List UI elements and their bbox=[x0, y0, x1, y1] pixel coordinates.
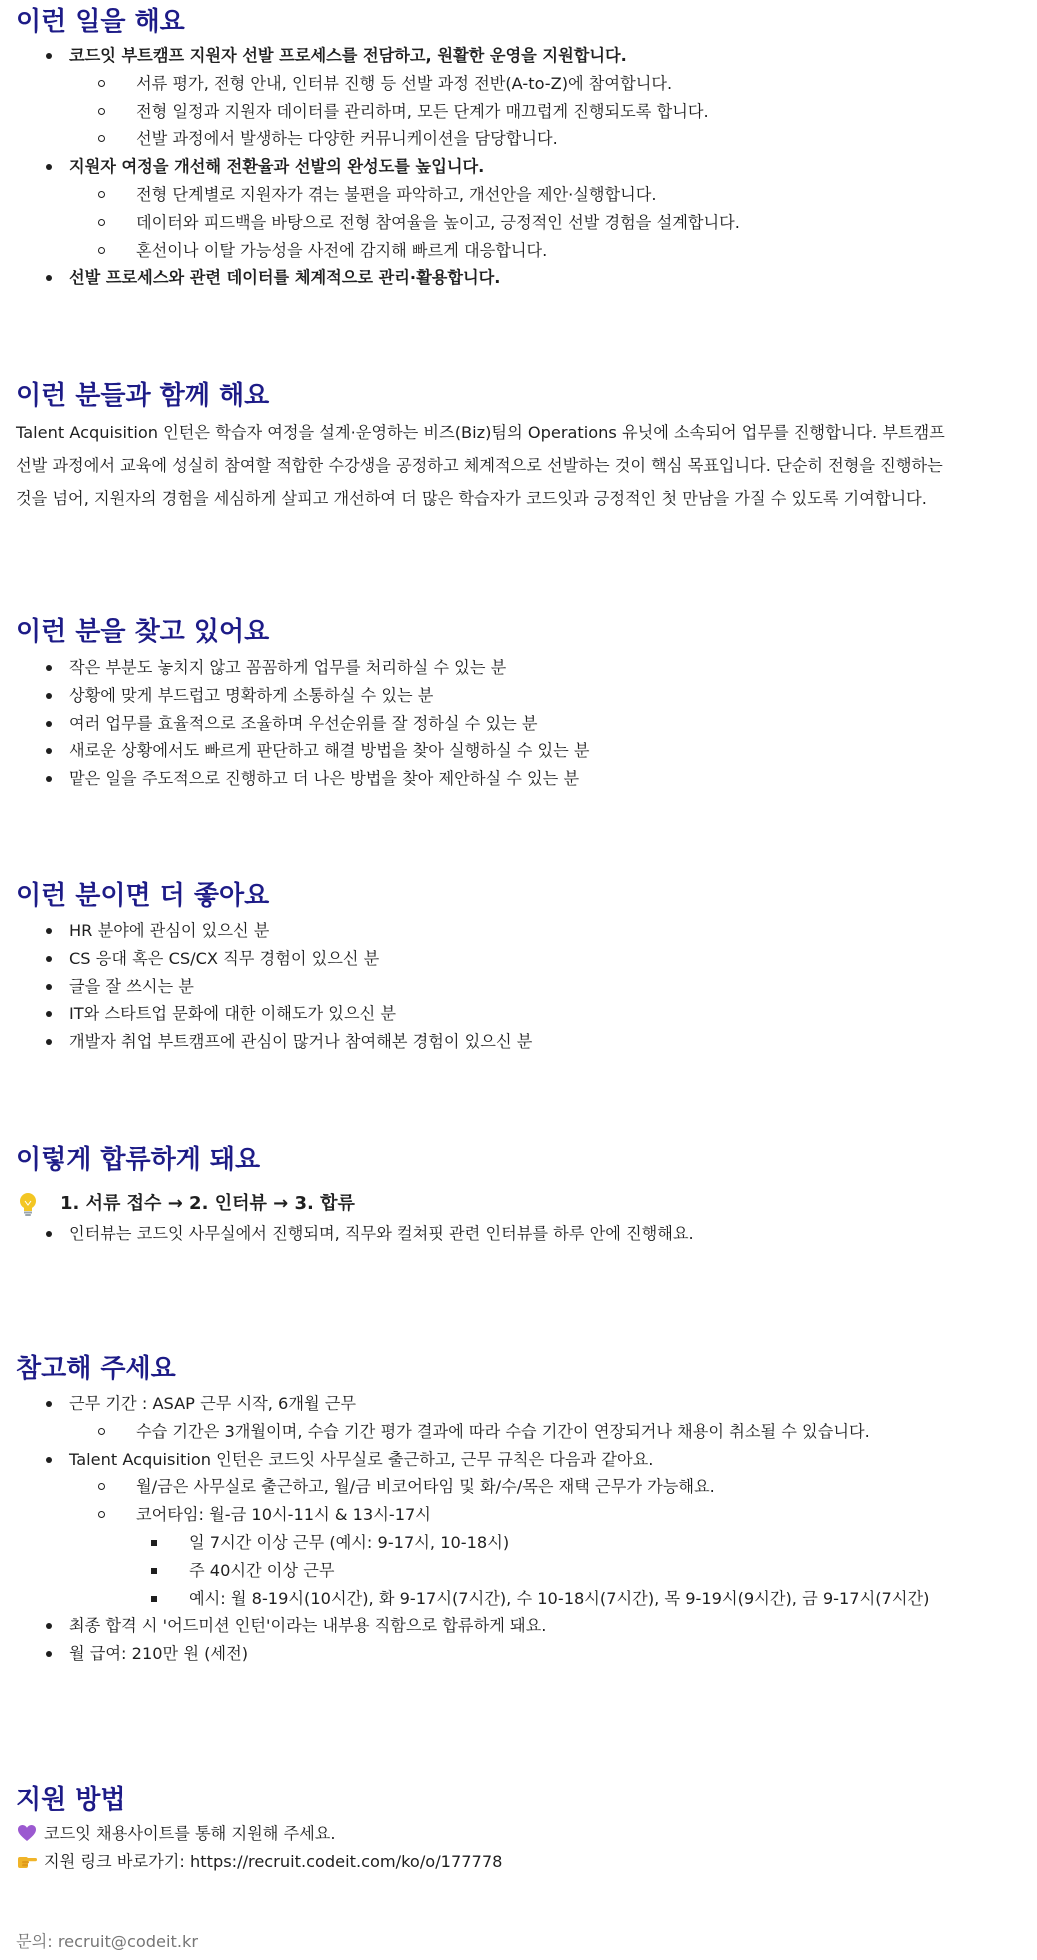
list-item: 여러 업무를 효율적으로 조율하며 우선순위를 잘 정하실 수 있는 분 bbox=[16, 710, 1021, 738]
list-item: 데이터와 피드백을 바탕으로 전형 참여율을 높이고, 긍정적인 선발 경험을 설계합니다. bbox=[16, 209, 1021, 237]
list-item: 서류 평가, 전형 안내, 인터뷰 진행 등 선발 과정 전반(A-to-Z)에 참여합니다. bbox=[16, 70, 1021, 98]
process-block bbox=[16, 1188, 1021, 1248]
list-item: 선발 프로세스와 관련 데이터를 체계적으로 관리·활용합니다. bbox=[16, 264, 1021, 292]
preferred-list bbox=[16, 917, 1021, 1056]
list-item: 코드잇 부트캠프 지원자 선발 프로세스를 전담하고, 원활한 운영을 지원합니다. bbox=[16, 42, 1021, 70]
contact-label: 문의: bbox=[16, 1932, 58, 1951]
apply-instruction bbox=[16, 1820, 1021, 1848]
list-item: 혼선이나 이탈 가능성을 사전에 감지해 빠르게 대응합니다. bbox=[16, 237, 1021, 265]
paragraph-line: 것을 넘어, 지원자의 경험을 세심하게 살피고 개선하여 더 많은 학습자가 코드잇과 긍정적인 첫 만남을 가질 수 있도록 기여합니다. bbox=[16, 489, 927, 508]
apply-link[interactable]: https://recruit.codeit.com/ko/o/177778 bbox=[190, 1852, 503, 1871]
list-item: 선발 과정에서 발생하는 다양한 커뮤니케이션을 담당합니다. bbox=[16, 125, 1021, 153]
contact-email[interactable]: recruit@codeit.kr bbox=[57, 1932, 199, 1951]
apply-link-line bbox=[16, 1848, 1021, 1876]
apply-link-prefix: 지원 링크 바로가기: bbox=[44, 1852, 190, 1871]
contact-line bbox=[16, 1928, 198, 1952]
section-title-duties: 이런 일을 해요 bbox=[16, 7, 185, 37]
list-item: HR 분야에 관심이 있으신 분 bbox=[16, 917, 1021, 945]
list-item: 인터뷰는 코드잇 사무실에서 진행되며, 직무와 컬쳐핏 관련 인터뷰를 하루 안에 진행해요. bbox=[16, 1220, 1021, 1248]
process-notes bbox=[16, 1220, 1021, 1248]
section-title-notes: 참고해 주세요 bbox=[16, 1354, 176, 1384]
pointing-hand-icon bbox=[16, 1848, 38, 1876]
list-item: 상황에 맞게 부드럽고 명확하게 소통하실 수 있는 분 bbox=[16, 682, 1021, 710]
list-item: IT와 스타트업 문화에 대한 이해도가 있으신 분 bbox=[16, 1000, 1021, 1028]
section-title-team: 이런 분들과 함께 해요 bbox=[16, 381, 270, 411]
team-paragraph bbox=[16, 416, 1021, 515]
list-item: 개발자 취업 부트캠프에 관심이 많거나 참여해본 경험이 있으신 분 bbox=[16, 1028, 1021, 1056]
list-item: 맡은 일을 주도적으로 진행하고 더 나은 방법을 찾아 제안하실 수 있는 분 bbox=[16, 765, 1021, 793]
list-item: 최종 합격 시 '어드미션 인턴'이라는 내부용 직함으로 합류하게 돼요. bbox=[16, 1612, 1021, 1640]
list-item: 월/금은 사무실로 출근하고, 월/금 비코어타임 및 화/수/목은 재택 근무가 가능해요. bbox=[16, 1473, 1021, 1501]
purple-heart-icon bbox=[16, 1820, 38, 1848]
list-item: 작은 부분도 놓치지 않고 꼼꼼하게 업무를 처리하실 수 있는 분 bbox=[16, 654, 1021, 682]
process-steps bbox=[16, 1188, 1021, 1220]
list-item: 주 40시간 이상 근무 bbox=[16, 1557, 1021, 1585]
apply-instruction-text: 코드잇 채용사이트를 통해 지원해 주세요. bbox=[44, 1824, 336, 1843]
requirements-list bbox=[16, 654, 1021, 793]
list-item: 전형 단계별로 지원자가 겪는 불편을 파악하고, 개선안을 제안·실행합니다. bbox=[16, 181, 1021, 209]
section-title-requirements: 이런 분을 찾고 있어요 bbox=[16, 617, 270, 647]
lightbulb-icon bbox=[16, 1190, 42, 1218]
list-item: CS 응대 혹은 CS/CX 직무 경험이 있으신 분 bbox=[16, 945, 1021, 973]
duties-list bbox=[16, 42, 1021, 292]
section-title-apply: 지원 방법 bbox=[16, 1785, 126, 1815]
list-item: 수습 기간은 3개월이며, 수습 기간 평가 결과에 따라 수습 기간이 연장되거나 채용이 취소될 수 있습니다. bbox=[16, 1418, 1021, 1446]
paragraph-line: 선발 과정에서 교육에 성실히 참여할 적합한 수강생을 공정하고 체계적으로 선발하는 것이 핵심 목표입니다. 단순히 전형을 진행하는 bbox=[16, 456, 943, 475]
list-item: 글을 잘 쓰시는 분 bbox=[16, 973, 1021, 1001]
paragraph-line: Talent Acquisition 인턴은 학습자 여정을 설계·운영하는 비즈(Biz)팀의 Operations 유닛에 소속되어 업무를 진행합니다. 부트캠프 bbox=[16, 423, 945, 442]
section-title-preferred: 이런 분이면 더 좋아요 bbox=[16, 881, 270, 911]
list-item: Talent Acquisition 인턴은 코드잇 사무실로 출근하고, 근무 규칙은 다음과 같아요. bbox=[16, 1446, 1021, 1474]
list-item: 예시: 월 8-19시(10시간), 화 9-17시(7시간), 수 10-18시(7시간), 목 9-19시(9시간), 금 9-17시(7시간) bbox=[16, 1585, 1021, 1613]
list-item: 코어타임: 월-금 10시-11시 & 13시-17시 bbox=[16, 1501, 1021, 1529]
list-item: 지원자 여정을 개선해 전환율과 선발의 완성도를 높입니다. bbox=[16, 153, 1021, 181]
list-item: 전형 일정과 지원자 데이터를 관리하며, 모든 단계가 매끄럽게 진행되도록 합니다. bbox=[16, 98, 1021, 126]
apply-block bbox=[16, 1820, 1021, 1876]
notes-list bbox=[16, 1390, 1021, 1668]
process-steps-text: 1. 서류 접수 → 2. 인터뷰 → 3. 합류 bbox=[60, 1193, 355, 1214]
list-item: 새로운 상황에서도 빠르게 판단하고 해결 방법을 찾아 실행하실 수 있는 분 bbox=[16, 737, 1021, 765]
list-item: 근무 기간 : ASAP 근무 시작, 6개월 근무 bbox=[16, 1390, 1021, 1418]
list-item: 일 7시간 이상 근무 (예시: 9-17시, 10-18시) bbox=[16, 1529, 1021, 1557]
section-title-process: 이렇게 합류하게 돼요 bbox=[16, 1145, 261, 1175]
list-item: 월 급여: 210만 원 (세전) bbox=[16, 1640, 1021, 1668]
